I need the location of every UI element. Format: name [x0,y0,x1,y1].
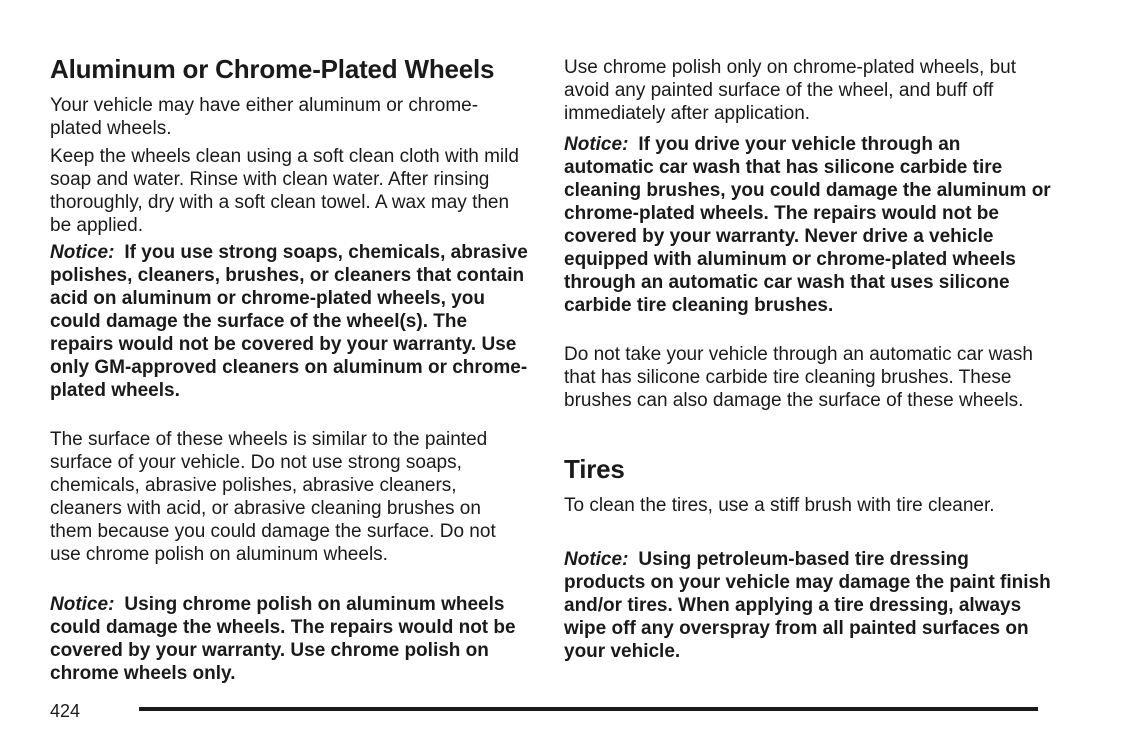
paragraph-chrome-polish-use: Use chrome polish only on chrome-plated wheels, but avoid any painted surface of the wheel, and buff off immediately after application. [564,57,1017,124]
paragraph-car-wash-avoid: Do not take your vehicle through an automatic car wash that has silicone carbide tire cleaning brushes. These brushes can also damage the surface of these wheels. [564,344,1033,411]
notice-tire-dressing [564,548,1054,663]
notice-chrome-polish [50,593,528,685]
notice-label: Notice: [564,549,629,570]
notice-label: Notice: [564,134,629,155]
paragraph-surface: The surface of these wheels is similar to the painted surface of your vehicle. Do not use strong soaps, chemicals, abrasive polishes, abrasive cleaners, cleaners with acid, or abrasive cleaning brushes on them because you could damage the surface. Do not use chrome polish on aluminum wheels. [50,429,496,565]
notice-text: If you drive your vehicle through an automatic car wash that has silicone carbide tire cleaning brushes, you could damage the aluminum or chrome-plated wheels. The repairs would not be covered by your warranty. Never drive a vehicle equipped with aluminum or chrome-plated wheels through an automatic car wash that uses silicone carbide tire cleaning brushes. [564,134,1051,316]
notice-label: Notice: [50,594,115,615]
notice-text: If you use strong soaps, chemicals, abrasive polishes, cleaners, brushes, or cleaners that contain acid on aluminum or chrome-plated wheels, you could damage the surface of the wheel(s). The repairs would not be covered by your warranty. Use only GM-approved cleaners on aluminum or chrome-plated wheels. [50,242,528,401]
page-number: 424 [50,701,81,721]
notice-label: Notice: [50,242,115,263]
notice-strong-soaps [50,241,528,402]
footer-rule [139,707,1038,711]
notice-text: Using chrome polish on aluminum wheels could damage the wheels. The repairs would not be covered by your warranty. Use chrome polish on chrome wheels only. [50,594,516,684]
paragraph-tire-cleaning: To clean the tires, use a stiff brush with tire cleaner. [564,495,995,516]
notice-text: Using petroleum-based tire dressing products on your vehicle may damage the paint finish and/or tires. When applying a tire dressing, always wipe off any overspray from all painted surfaces on your vehicle. [564,549,1051,662]
paragraph-cleaning: Keep the wheels clean using a soft clean cloth with mild soap and water. Rinse with clean water. After rinsing thoroughly, dry with a soft clean towel. A wax may then be applied. [50,146,519,236]
section-title-tires: Tires [564,454,625,484]
section-title-wheels: Aluminum or Chrome-Plated Wheels [50,54,495,84]
page-footer [50,700,1040,724]
notice-car-wash [564,133,1054,317]
paragraph-wheel-types: Your vehicle may have either aluminum or chrome-plated wheels. [50,95,479,139]
